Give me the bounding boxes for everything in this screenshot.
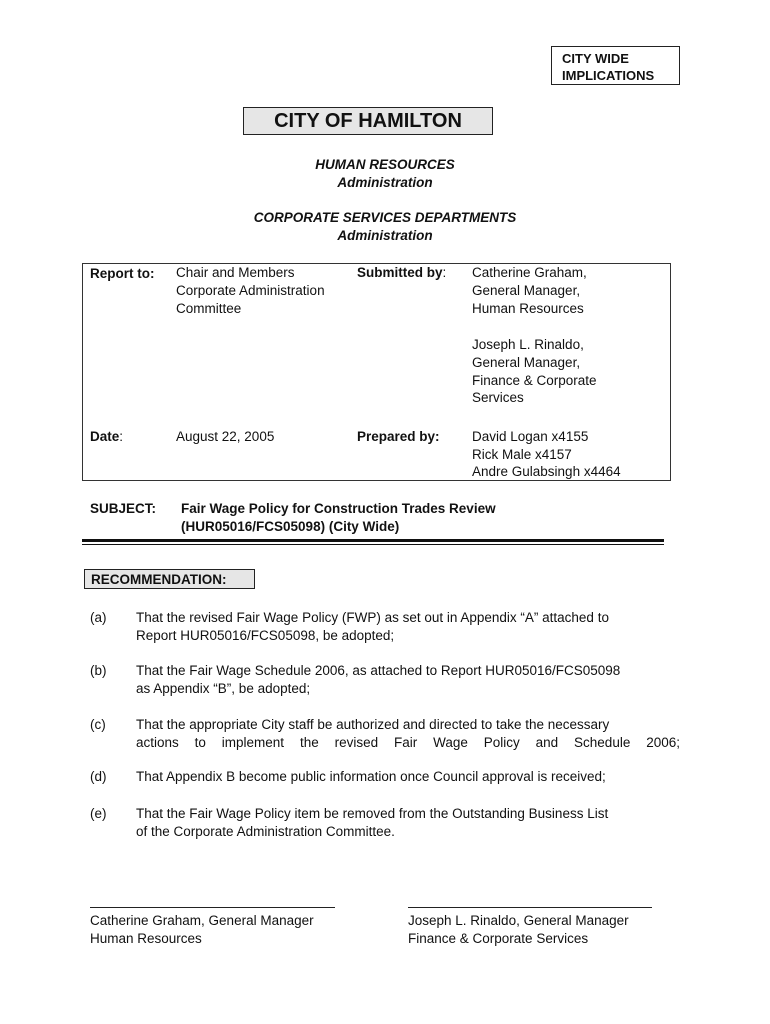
date-label <box>90 428 123 446</box>
prepared-by-line-2: Rick Male x4157 <box>472 447 572 462</box>
submitted-by-2-line-4: Services <box>472 390 524 405</box>
rec-item-c-line-1: That the appropriate City staff be authorized and directed to take the necessary <box>136 717 610 732</box>
signature-line-right <box>408 907 652 908</box>
date-label-text: Date <box>90 429 120 444</box>
rec-item-c-label: (c) <box>90 717 106 732</box>
city-wide-implications-box <box>551 46 680 85</box>
rec-item-a-line-1: That the revised Fair Wage Policy (FWP) as set out in Appendix “A” attached to <box>136 610 609 625</box>
rec-item-c-line-2: actions to implement the revised Fair Wage Policy and Schedule 2006; <box>136 735 680 750</box>
signature-left-name: Catherine Graham, General Manager <box>90 913 314 928</box>
submitted-by-colon: : <box>442 265 447 280</box>
report-to-line-1: Chair and Members <box>176 265 295 280</box>
submitted-by-label-text: Submitted by <box>357 265 443 280</box>
signature-left-title: Human Resources <box>90 931 202 946</box>
report-to-line-2: Corporate Administration <box>176 283 325 298</box>
rec-item-a-line-2: Report HUR05016/FCS05098, be adopted; <box>136 628 395 643</box>
rec-item-b-line-1: That the Fair Wage Schedule 2006, as attached to Report HUR05016/FCS05098 <box>136 663 621 678</box>
subject-divider-thick <box>82 539 664 542</box>
dept-human-resources: HUMAN RESOURCES <box>315 157 455 172</box>
signature-line-left <box>90 907 335 908</box>
report-date: August 22, 2005 <box>176 429 275 444</box>
subject-label: SUBJECT: <box>90 501 157 516</box>
dept-corporate-services-sub: Administration <box>337 228 433 243</box>
rec-item-b-line-2: as Appendix “B”, be adopted; <box>136 681 311 696</box>
prepared-by-label: Prepared by: <box>357 429 440 444</box>
rec-item-e-label: (e) <box>90 806 107 821</box>
signature-right-name: Joseph L. Rinaldo, General Manager <box>408 913 629 928</box>
subject-line-1: Fair Wage Policy for Construction Trades Review <box>181 501 496 516</box>
submitted-by-1-line-2: General Manager, <box>472 283 581 298</box>
date-colon: : <box>119 429 124 444</box>
report-to-label: Report to: <box>90 266 155 281</box>
submitted-by-label <box>357 264 446 282</box>
submitted-by-1-line-1: Catherine Graham, <box>472 265 587 280</box>
rec-item-e-line-2: of the Corporate Administration Committee. <box>136 824 395 839</box>
rec-item-b-label: (b) <box>90 663 107 678</box>
subject-line-2: (HUR05016/FCS05098) (City Wide) <box>181 519 400 534</box>
recommendation-heading: RECOMMENDATION: <box>84 569 255 589</box>
rec-item-d-line-1: That Appendix B become public information once Council approval is received; <box>136 769 606 784</box>
implications-line: IMPLICATIONS <box>562 68 655 83</box>
submitted-by-1-line-3: Human Resources <box>472 301 584 316</box>
dept-corporate-services: CORPORATE SERVICES DEPARTMENTS <box>253 210 517 225</box>
prepared-by-line-3: Andre Gulabsingh x4464 <box>472 464 621 479</box>
city-title: CITY OF HAMILTON <box>243 107 493 135</box>
submitted-by-2-line-1: Joseph L. Rinaldo, <box>472 337 584 352</box>
rec-item-e-line-1: That the Fair Wage Policy item be removed from the Outstanding Business List <box>136 806 609 821</box>
city-wide-line: CITY WIDE <box>562 51 629 66</box>
submitted-by-2-line-3: Finance & Corporate <box>472 373 597 388</box>
dept-human-resources-sub: Administration <box>337 175 433 190</box>
signature-right-title: Finance & Corporate Services <box>408 931 589 946</box>
rec-item-d-label: (d) <box>90 769 107 784</box>
subject-divider-thin <box>82 544 664 545</box>
submitted-by-2-line-2: General Manager, <box>472 355 581 370</box>
report-to-line-3: Committee <box>176 301 242 316</box>
prepared-by-line-1: David Logan x4155 <box>472 429 589 444</box>
rec-item-a-label: (a) <box>90 610 107 625</box>
